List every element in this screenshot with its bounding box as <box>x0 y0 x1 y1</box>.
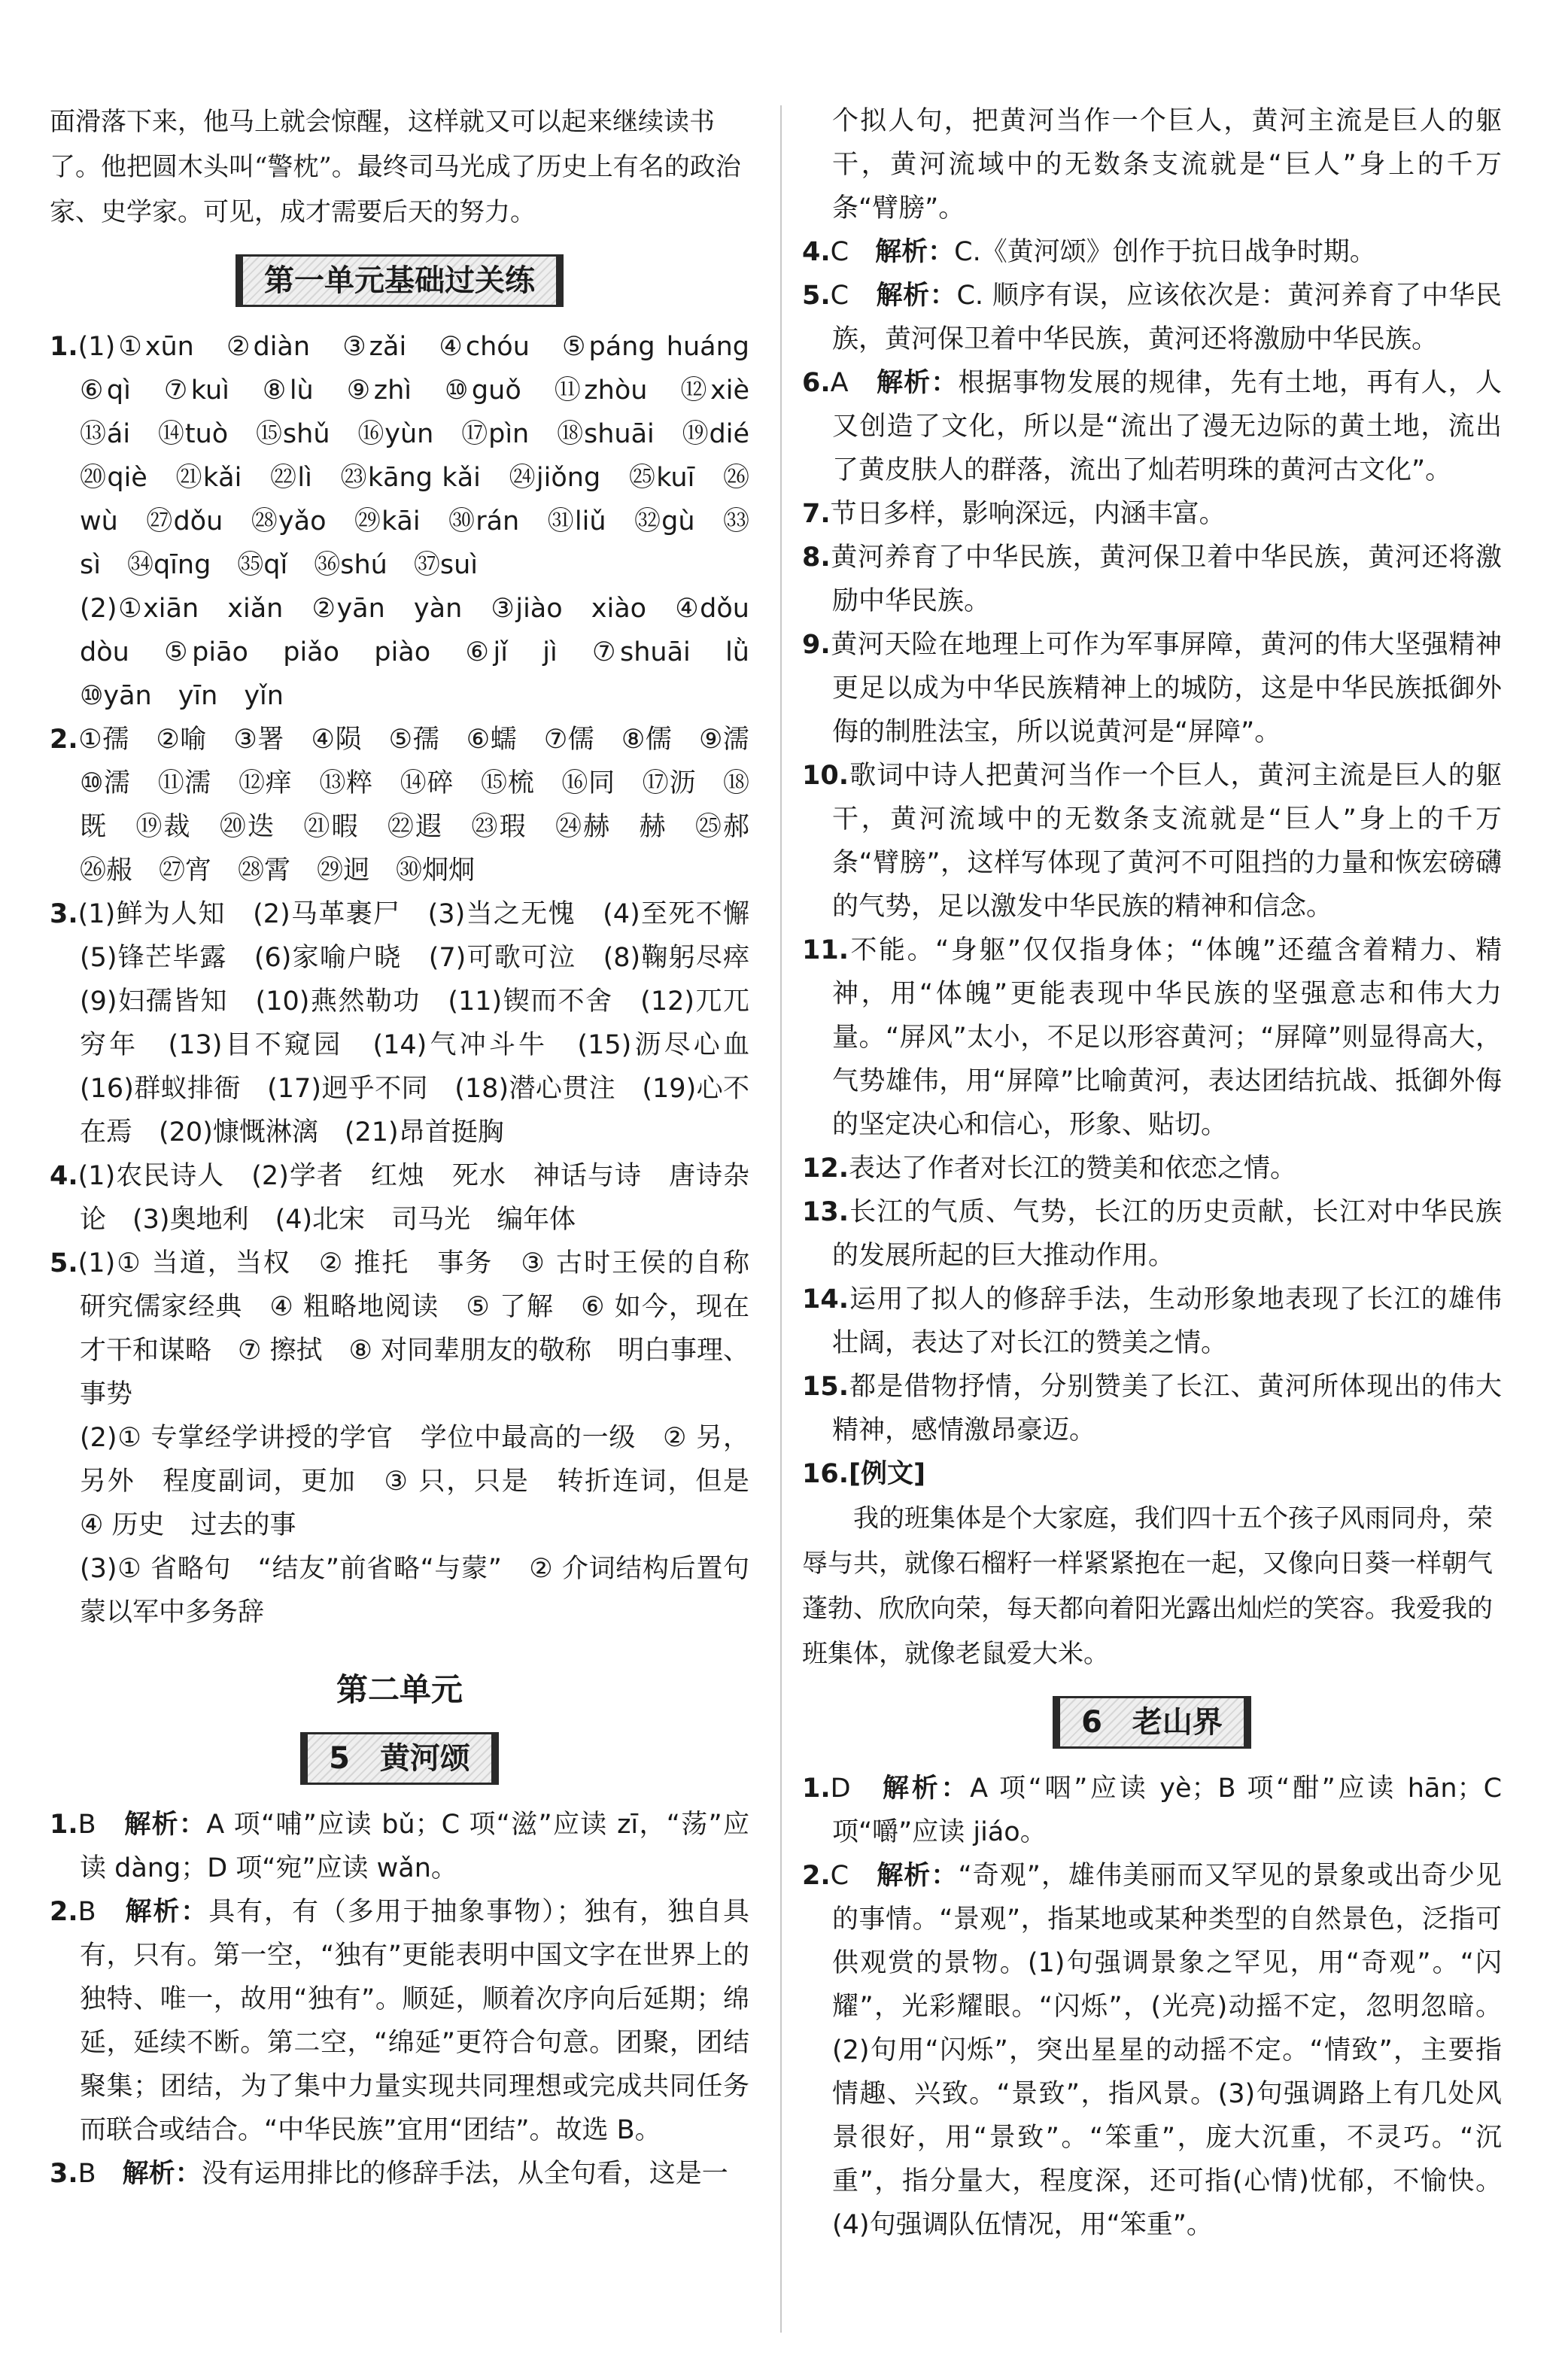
answer-12: 12.表达了作者对长江的赞美和依恋之情。 <box>802 1154 1297 1184</box>
question-5-part-2: (2)① 专掌经学讲授的学官 学位中最高的一级 ② 另，另外 程度副词，更加 ③ 只，只是 转折连词，但是 ④ 历史 过去的事 <box>80 1423 776 1540</box>
section-banner-lesson6 <box>802 1696 1502 1749</box>
question-2: 2.①孺 ②喻 ③署 ④陨 ⑤孺 ⑥蠕 ⑦儒 ⑧儒 ⑨濡 ⑩濡 ⑪濡 ⑫痒 ⑬粹 ⑭碎 ⑮梳 ⑯同 ⑰沥 ⑱既 ⑲裁 ⑳迭 ㉑暇 ㉒遐 ㉓瑕 ㉔赫 赫 ㉕郝 ㉖赧 ㉗宵 ㉘霄 ㉙迥 ㉚炯炯 <box>50 725 776 886</box>
answer-8: 8.黄河养育了中华民族，黄河保卫着中华民族，黄河还将激励中华民族。 <box>802 543 1502 616</box>
answer-5: 5.C 解析：C. 顺序有误，应该依次是：黄河养育了中华民族，黄河保卫着中华民族，黄河还将激励中华民族。 <box>802 281 1502 354</box>
example-essay: 我的班集体是个大家庭，我们四十五个孩子风雨同舟，荣辱与共，就像石榴籽一样紧紧抱在一起，又像向日葵一样朝气蓬勃、欣欣向荣，每天都向着阳光露出灿烂的笑容。我爱我的班集体，就像老鼠爱大米。 <box>802 1503 1493 1669</box>
left-column <box>50 99 776 2196</box>
question-1: 1.(1)①xūn ②diàn ③zǎi ④chóu ⑤páng huáng ⑥qì ⑦kuì ⑧lù ⑨zhì ⑩guǒ ⑪zhòu ⑫xiè ⑬ái ⑭tuò ⑮shǔ ⑯yùn ⑰pìn ⑱shuāi ⑲dié ⑳qiè ㉑kǎi ㉒lì ㉓kāng kǎi ㉔jiǒng ㉕kuī ㉖wù ㉗dǒu ㉘yǎo ㉙kāi ㉚rán ㉛liǔ ㉜gù ㉝sì ㉞qīng ㉟qǐ ㊱shú ㊲suì <box>50 332 776 580</box>
right-column <box>802 99 1502 2247</box>
column-divider <box>780 105 782 2333</box>
answer-16: 16.[例文] <box>802 1459 926 1489</box>
lesson6-answer-2: 2.C 解析：“奇观”，雄伟美丽而又罕见的景象或出奇少见的事情。“景观”，指某地或某种类型的自然景色，泛指可供观赏的景物。(1)句强调景象之罕见，用“奇观”。“闪耀”，光彩耀眼。“闪烁”，(光亮)动摇不定，忽明忽暗。(2)句用“闪烁”，突出星星的动摇不定。“情致”，主要指情趣、兴致。“景致”，指风景。(3)句强调路上有几处风景很好，用“景致”。“笨重”，庞大沉重，不灵巧。“沉重”，指分量大，程度深，还可指(心情)忧郁，不愉快。(4)句强调队伍情况，用“笨重”。 <box>802 1861 1502 2240</box>
answer-15: 15.都是借物抒情，分别赞美了长江、黄河所体现出的伟大精神，感情激昂豪迈。 <box>802 1372 1502 1445</box>
answer-1: 1.B 解析：A 项“哺”应读 bǔ；C 项“滋”应读 zī，“荡”应读 dàng；D 项“宛”应读 wǎn。 <box>50 1810 749 1883</box>
lesson-title-6: 6 老山界 <box>1053 1696 1251 1749</box>
question-5: 5.(1)① 当道，当权 ② 推托 事务 ③ 古时王侯的自称 研究儒家经典 ④ 粗略地阅读 ⑤ 了解 ⑥ 如今，现在 才干和谋略 ⑦ 擦拭 ⑧ 对同辈朋友的敬称 明白事理、事势 <box>50 1248 776 1409</box>
intro-paragraph: 面滑落下来，他马上就会惊醒，这样就又可以起来继续读书了。他把圆木头叫“警枕”。最终司马光成了历史上有名的政治家、史学家。可见，成才需要后天的努力。 <box>50 107 741 227</box>
question-1-part-2: (2)①xiān xiǎn ②yān yàn ③jiào xiào ④dǒu dòu ⑤piāo piǎo piào ⑥jǐ jì ⑦shuāi lǜ ⑩yān yīn yǐn <box>80 594 776 711</box>
lesson6-answer-1: 1.D 解析：A 项“咽”应读 yè；B 项“酣”应读 hān；C 项“嚼”应读 jiáo。 <box>802 1774 1503 1847</box>
answer-4: 4.C 解析：C.《黄河颂》创作于抗日战争时期。 <box>802 237 1376 267</box>
section-banner-lesson5 <box>50 1732 749 1785</box>
answer-3-continued: 个拟人句，把黄河当作一个巨人，黄河主流是巨人的躯干，黄河流域中的无数条支流就是“巨人”身上的千万条“臂膀”。 <box>832 106 1502 223</box>
question-4: 4.(1)农民诗人 (2)学者 红烛 死水 神话与诗 唐诗杂论 (3)奥地利 (4)北宋 司马光 编年体 <box>50 1161 749 1235</box>
answer-9: 9.黄河天险在地理上可作为军事屏障，黄河的伟大坚强精神更足以成为中华民族精神上的城防，这是中华民族抵御外侮的制胜法宝，所以说黄河是“屏障”。 <box>802 630 1502 747</box>
section-title: 第一单元基础过关练 <box>236 254 564 307</box>
answer-6: 6.A 解析：根据事物发展的规律，先有土地，再有人，人又创造了文化，所以是“流出了漫无边际的黄土地，流出了黄皮肤人的群落，流出了灿若明珠的黄河古文化”。 <box>802 368 1502 485</box>
answer-2: 2.B 解析：具有，有（多用于抽象事物）；独有，独自具有，只有。第一空，“独有”更能表明中国文字在世界上的独特、唯一，故用“独有”。顺延，顺着次序向后延期；绵延，延续不断。第二空，“绵延”更符合句意。团聚，团结聚集；团结，为了集中力量实现共同理想或完成共同任务而联合或结合。“中华民族”宜用“团结”。故选 B。 <box>50 1897 749 2145</box>
section-banner-unit1 <box>50 254 749 307</box>
question-5-part-3: (3)① 省略句 “结友”前省略“与蒙” ② 介词结构后置句 蒙以军中多务辞 <box>80 1554 776 1628</box>
lesson-title: 5 黄河颂 <box>300 1732 499 1785</box>
question-3: 3.(1)鲜为人知 (2)马革裹尸 (3)当之无愧 (4)至死不懈 (5)锋芒毕露 (6)家喻户晓 (7)可歌可泣 (8)鞠躬尽瘁 (9)妇孺皆知 (10)燕然勒功 (11)锲而不舍 (12)兀兀穷年 (13)目不窥园 (14)气冲斗牛 (15)沥尽心血 (16)群蚁排衙 (17)迥乎不同 (18)潜心贯注 (19)心不在焉 (20)慷慨淋漓 (21)昂首挺胸 <box>50 899 776 1147</box>
answer-11: 11.不能。“身躯”仅仅指身体；“体魄”还蕴含着精力、精神，用“体魄”更能表现中华民族的坚强意志和伟大力量。“屏风”太小，不足以形容黄河；“屏障”则显得高大，气势雄伟，用“屏障”比喻黄河，表达团结抗战、抵御外侮的坚定决心和信心，形象、贴切。 <box>802 935 1502 1140</box>
answer-14: 14.运用了拟人的修辞手法，生动形象地表现了长江的雄伟壮阔，表达了对长江的赞美之情。 <box>802 1284 1502 1358</box>
answer-13: 13.长江的气质、气势，长江的历史贡献，长江对中华民族的发展所起的巨大推动作用。 <box>802 1197 1502 1271</box>
unit-title: 第二单元 <box>336 1671 463 1708</box>
answer-10: 10.歌词中诗人把黄河当作一个巨人，黄河主流是巨人的躯干，黄河流域中的无数条支流就是“巨人”身上的千万条“臂膀”，这样写体现了黄河不可阻挡的力量和恢宏磅礴的气势，足以激发中华民族的精神和信念。 <box>802 761 1502 922</box>
answer-3: 3.B 解析：没有运用排比的修辞手法，从全句看，这是一 <box>50 2159 728 2189</box>
answer-7: 7.节日多样，影响深远，内涵丰富。 <box>802 499 1226 529</box>
